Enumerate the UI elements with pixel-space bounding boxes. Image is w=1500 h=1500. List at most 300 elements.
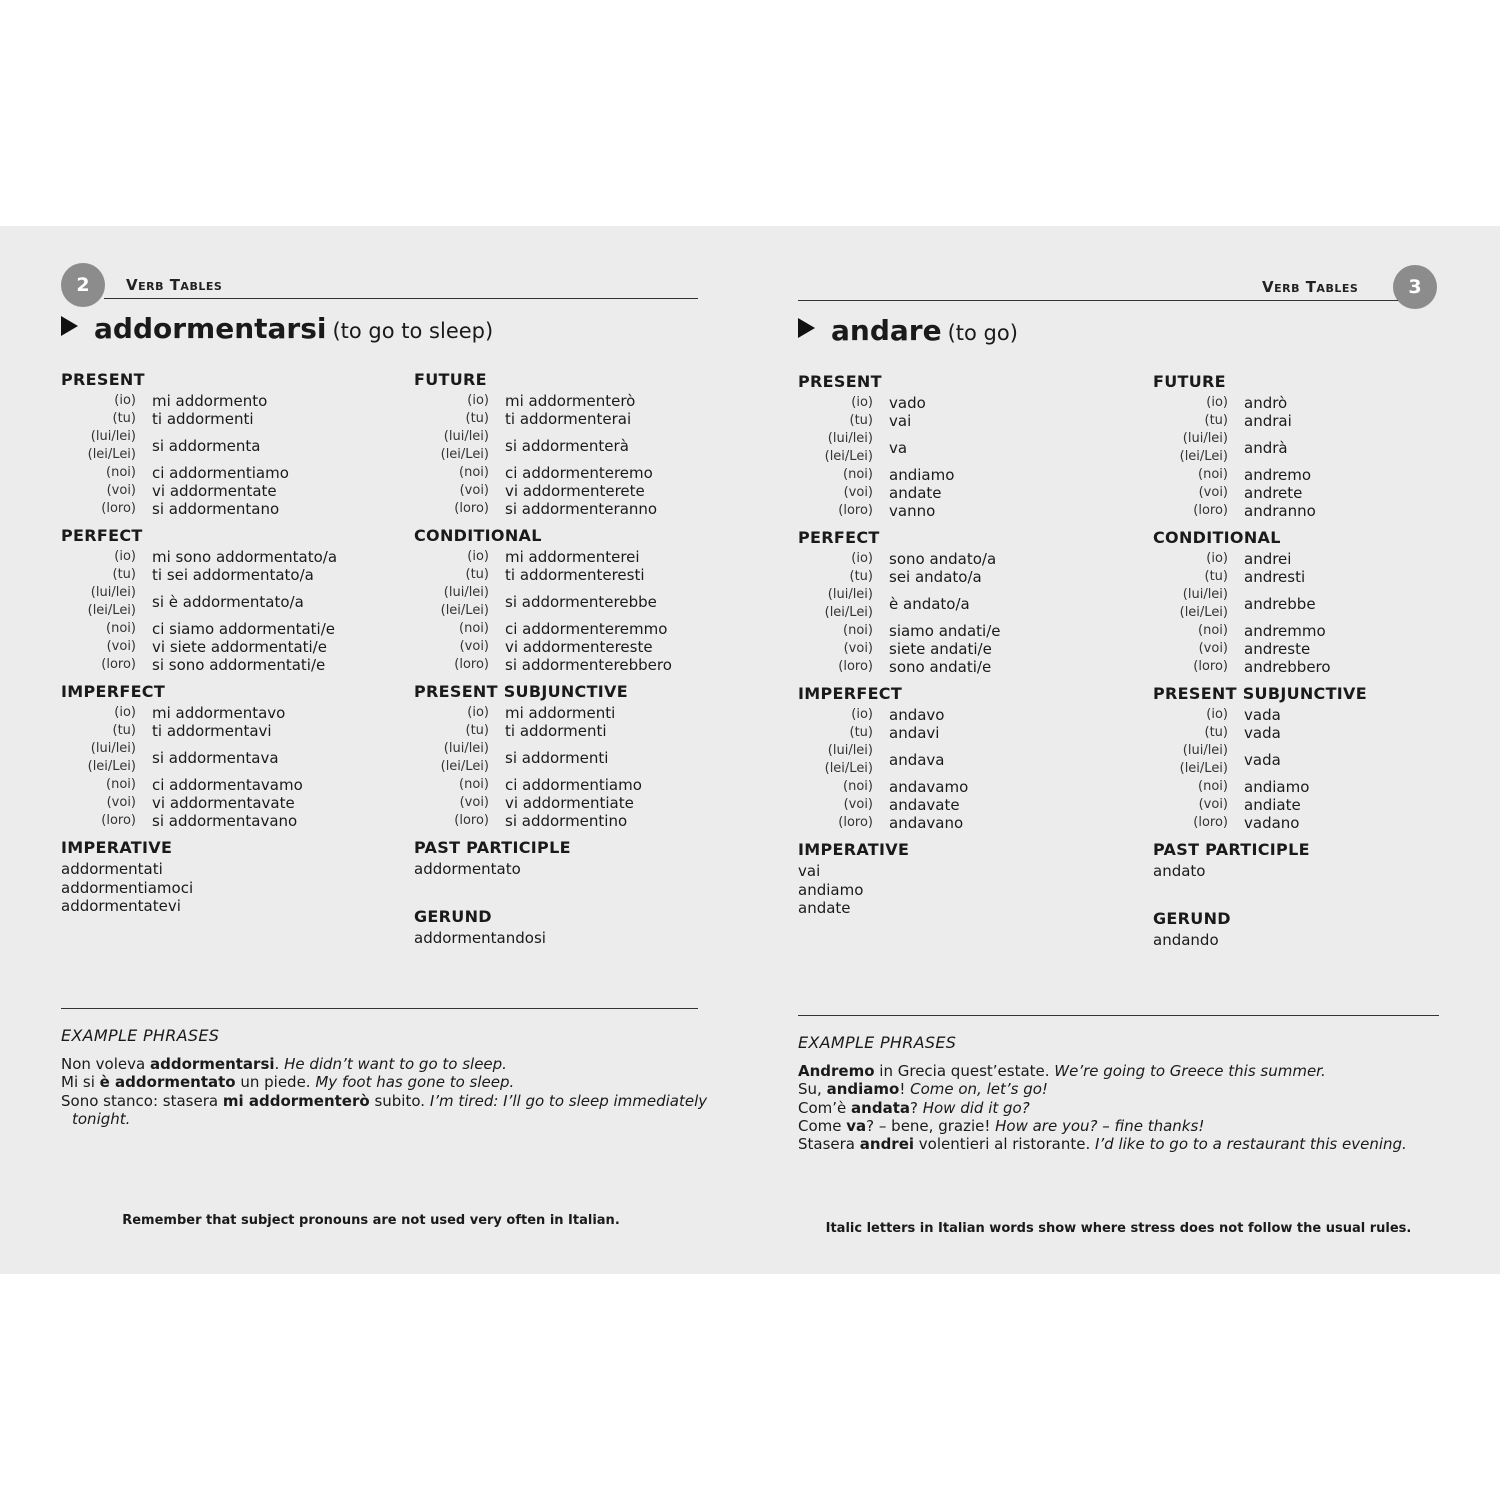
header-rule — [798, 300, 1398, 301]
example-line — [798, 1117, 1407, 1135]
verb-form: vi siete addormentati/e — [152, 638, 327, 656]
verb-form: vi addormentavate — [152, 794, 295, 812]
pronoun: (io) — [114, 393, 136, 408]
conjugation-row — [1153, 742, 1473, 778]
pronoun: (loro) — [1193, 659, 1228, 674]
example-translation: tonight. — [72, 1109, 131, 1128]
conjugation-row — [798, 430, 1118, 466]
conjugation-row — [414, 740, 734, 776]
tense-block — [798, 840, 1118, 918]
example-verb: è addormentato — [99, 1073, 236, 1092]
pronoun-line: (lui/lei) — [443, 429, 489, 444]
conjugation-row — [414, 392, 734, 410]
pronoun-line: (lui/lei) — [90, 585, 136, 600]
pronoun: (noi) — [1198, 623, 1228, 638]
verb-form: ci addormentiamo — [505, 776, 642, 794]
conjugation-row — [798, 394, 1118, 412]
conjugation-row — [1153, 658, 1473, 676]
verb-form: andavo — [889, 706, 945, 724]
verb-form: si addormenterebbero — [505, 656, 672, 674]
verb-form: andando — [1153, 930, 1219, 949]
conjugation-row — [61, 428, 381, 464]
verb-form: si sono addormentati/e — [152, 656, 326, 674]
conjugation-row — [798, 724, 1118, 742]
example-verb: Andremo — [798, 1062, 875, 1080]
example-translation: How did it go? — [922, 1098, 1030, 1117]
example-verb: andiamo — [826, 1080, 900, 1099]
verb-form: mi addormenti — [505, 704, 616, 722]
pronoun: (tu) — [1204, 569, 1228, 584]
pronoun: (io) — [467, 705, 489, 720]
pronoun: (io) — [1206, 551, 1228, 566]
tense-block — [1153, 372, 1473, 520]
pronoun: (loro) — [838, 815, 873, 830]
tense-block — [414, 526, 734, 674]
pronoun: (io) — [851, 395, 873, 410]
conjugation-row — [414, 566, 734, 584]
examples-rule — [61, 1008, 698, 1009]
tense-block — [1153, 528, 1473, 676]
tense-name: PRESENT — [61, 370, 145, 389]
verb-form: sono andato/a — [889, 550, 997, 568]
pronoun: (loro) — [101, 813, 136, 828]
conjugation-row — [61, 548, 381, 566]
verb-form: andrà — [1244, 439, 1288, 457]
verb-meaning: (to go) — [947, 321, 1018, 345]
example-translation: He didn’t want to go to sleep. — [284, 1055, 507, 1073]
tense-name: PRESENT — [798, 372, 882, 391]
pronoun: (voi) — [106, 483, 136, 498]
verb-form: vi addormentereste — [505, 638, 653, 656]
example-translation: How are you? – fine thanks! — [995, 1116, 1205, 1135]
verb-form: siete andati/e — [889, 640, 992, 658]
example-translation: We’re going to Greece this summer. — [1054, 1062, 1326, 1080]
verb-form: si addormentano — [152, 500, 280, 518]
pronoun: (noi) — [106, 465, 136, 480]
conjugation-row — [1153, 706, 1473, 724]
conjugation-row — [1153, 724, 1473, 742]
pronoun: (io) — [1206, 395, 1228, 410]
conjugation-row — [61, 584, 381, 620]
conjugation-row — [414, 464, 734, 482]
verb-form: si addormenta — [152, 437, 261, 455]
verb-form: è andato/a — [889, 595, 970, 613]
example-line — [61, 1055, 707, 1073]
conjugation-row — [798, 502, 1118, 520]
example-verb: andata — [851, 1098, 910, 1117]
verb-form: siamo andati/e — [889, 622, 1001, 640]
example-translation: Come on, let’s go! — [910, 1080, 1048, 1099]
verb-form: si addormentava — [152, 749, 279, 767]
pronoun — [414, 584, 505, 620]
page-number: 3 — [1393, 265, 1437, 309]
pronoun-line: (lei/Lei) — [440, 447, 489, 462]
pronoun: (voi) — [843, 641, 873, 656]
running-head: Verb Tables — [1262, 278, 1359, 296]
tense-column-left — [798, 372, 1118, 926]
pronoun-line: (lei/Lei) — [440, 603, 489, 618]
left-page — [0, 226, 750, 1274]
pronoun: (voi) — [106, 795, 136, 810]
pronoun-line: (lei/Lei) — [1179, 761, 1228, 776]
verb-form: vai — [798, 862, 821, 880]
conjugation-row — [1153, 394, 1473, 412]
tense-block — [798, 372, 1118, 520]
tense-block — [798, 684, 1118, 832]
pronoun: (io) — [1206, 707, 1228, 722]
conjugation-row — [61, 794, 381, 812]
tense-block — [1153, 909, 1473, 950]
verb-form: mi addormenterei — [505, 548, 640, 566]
pronoun — [1153, 586, 1244, 622]
tense-column-right — [1153, 372, 1473, 957]
pronoun: (tu) — [1204, 413, 1228, 428]
conjugation-row — [1153, 430, 1473, 466]
conjugation-row — [798, 484, 1118, 502]
verb-form: si addormentavano — [152, 812, 298, 830]
triangle-bullet-icon — [798, 318, 815, 338]
conjugation-row — [414, 428, 734, 464]
verb-form: si addormentino — [505, 812, 628, 830]
verb-form: vi addormentate — [152, 482, 277, 500]
verb-form: andrebbero — [1244, 658, 1331, 676]
example-phrases-heading: EXAMPLE PHRASES — [61, 1026, 220, 1045]
verb-form: vai — [889, 412, 912, 430]
verb-title — [798, 314, 1018, 347]
example-text: Stasera — [798, 1135, 860, 1154]
conjugation-row — [61, 812, 381, 830]
pronoun: (voi) — [843, 797, 873, 812]
verb-form: andrò — [1244, 394, 1288, 412]
conjugation-row — [61, 776, 381, 794]
conjugation-row — [414, 812, 734, 830]
conjugation-row — [1153, 814, 1473, 832]
conjugation-row — [1153, 502, 1473, 520]
pronoun: (loro) — [1193, 503, 1228, 518]
pronoun-line: (lei/Lei) — [824, 605, 873, 620]
tense-name: FUTURE — [1153, 372, 1226, 391]
triangle-bullet-icon — [61, 316, 78, 336]
verb-form: si addormenti — [505, 749, 609, 767]
verb-form: andavi — [889, 724, 940, 742]
verb-form: andresti — [1244, 568, 1306, 586]
verb-form: vada — [1244, 724, 1281, 742]
verb-form: andato — [1153, 862, 1206, 880]
verb-form: ci addormenteremmo — [505, 620, 668, 638]
pronoun: (noi) — [459, 777, 489, 792]
example-line — [61, 1092, 707, 1110]
pronoun-line: (lui/lei) — [443, 585, 489, 600]
tense-block — [414, 907, 734, 948]
conjugation-row — [798, 814, 1118, 832]
tense-name: PERFECT — [798, 528, 880, 547]
conjugation-row — [61, 740, 381, 776]
examples-rule — [798, 1015, 1439, 1016]
pronoun: (voi) — [843, 485, 873, 500]
pronoun-line: (lui/lei) — [1182, 587, 1228, 602]
tense-name: PERFECT — [61, 526, 143, 545]
conjugation-row — [414, 410, 734, 428]
tense-name: IMPERATIVE — [61, 838, 173, 857]
conjugation-row — [61, 482, 381, 500]
pronoun: (tu) — [465, 723, 489, 738]
pronoun — [798, 742, 889, 778]
conjugation-row — [414, 548, 734, 566]
pronoun: (noi) — [843, 779, 873, 794]
pronoun: (tu) — [849, 569, 873, 584]
example-text: ? — [909, 1098, 923, 1117]
tense-block — [414, 370, 734, 518]
tense-name: IMPERFECT — [798, 684, 903, 703]
verb-form: ci siamo addormentati/e — [152, 620, 335, 638]
pronoun: (tu) — [112, 567, 136, 582]
conjugation-row — [1153, 796, 1473, 814]
pronoun: (noi) — [843, 623, 873, 638]
tense-column-right — [414, 370, 734, 955]
pronoun — [61, 428, 152, 464]
example-line — [798, 1080, 1407, 1098]
pronoun: (noi) — [106, 777, 136, 792]
pronoun: (voi) — [459, 483, 489, 498]
pronoun: (noi) — [1198, 779, 1228, 794]
conjugation-row — [798, 622, 1118, 640]
conjugation-row — [1153, 640, 1473, 658]
example-translation: I’d like to go to a restaurant this evening. — [1094, 1135, 1407, 1154]
conjugation-row — [61, 500, 381, 518]
conjugation-row — [414, 722, 734, 740]
verb-form: ti sei addormentato/a — [152, 566, 314, 584]
pronoun: (voi) — [1198, 641, 1228, 656]
tense-name: PRESENT SUBJUNCTIVE — [414, 682, 628, 701]
tense-block — [1153, 840, 1473, 881]
pronoun: (loro) — [454, 657, 489, 672]
conjugation-row — [1153, 778, 1473, 796]
conjugation-row — [1153, 586, 1473, 622]
verb-form: vada — [1244, 706, 1281, 724]
pronoun: (voi) — [459, 795, 489, 810]
conjugation-row — [798, 742, 1118, 778]
conjugation-row — [798, 706, 1118, 724]
pronoun — [1153, 430, 1244, 466]
verb-form: ti addormentavi — [152, 722, 272, 740]
verb-form: vanno — [889, 502, 936, 520]
example-line — [798, 1062, 1407, 1080]
pronoun: (io) — [114, 549, 136, 564]
right-page — [750, 226, 1500, 1274]
verb-form: andrai — [1244, 412, 1292, 430]
tense-block — [61, 682, 381, 830]
verb-form: andiamo — [798, 880, 864, 899]
conjugation-row — [798, 412, 1118, 430]
example-text: ! — [899, 1080, 911, 1099]
pronoun: (loro) — [454, 813, 489, 828]
verb-form: andranno — [1244, 502, 1316, 520]
book-spread — [0, 226, 1500, 1274]
example-text: Com’è — [798, 1098, 852, 1117]
conjugation-row — [1153, 484, 1473, 502]
tense-name: PAST PARTICIPLE — [414, 838, 571, 857]
conjugation-row — [414, 620, 734, 638]
pronoun — [61, 584, 152, 620]
conjugation-row — [414, 482, 734, 500]
verb-form: va — [889, 439, 908, 457]
pronoun: (voi) — [1198, 797, 1228, 812]
pronoun-line: (lei/Lei) — [1179, 449, 1228, 464]
pronoun — [414, 740, 505, 776]
example-text: in Grecia quest’estate. — [874, 1062, 1055, 1080]
tense-column-left — [61, 370, 381, 924]
conjugation-row — [61, 722, 381, 740]
conjugation-row — [1153, 412, 1473, 430]
conjugation-row — [798, 658, 1118, 676]
example-translation: My foot has gone to sleep. — [315, 1073, 515, 1092]
example-text: . — [274, 1055, 285, 1073]
conjugation-row — [61, 392, 381, 410]
conjugation-row — [414, 794, 734, 812]
verb-form: mi sono addormentato/a — [152, 548, 338, 566]
conjugation-row — [414, 500, 734, 518]
verb-form: addormentato — [414, 860, 521, 878]
tense-block — [61, 526, 381, 674]
page-number: 2 — [61, 263, 105, 307]
conjugation-row — [798, 640, 1118, 658]
pronoun — [798, 430, 889, 466]
conjugation-row — [61, 410, 381, 428]
example-phrases — [798, 1062, 1407, 1153]
verb-form: ti addormenti — [152, 410, 254, 428]
tense-name: IMPERATIVE — [798, 840, 910, 859]
conjugation-row — [1153, 568, 1473, 586]
example-text: Mi si — [61, 1073, 100, 1092]
conjugation-row — [414, 638, 734, 656]
pronoun: (tu) — [465, 411, 489, 426]
pronoun: (voi) — [1198, 485, 1228, 500]
pronoun-line: (lui/lei) — [90, 429, 136, 444]
verb-form: ti addormenti — [505, 722, 607, 740]
verb-form: vi addormentiate — [505, 794, 634, 812]
verb-form: ti addormenterai — [505, 410, 632, 428]
verb-form: vado — [889, 394, 926, 412]
example-verb: mi addormenterò — [222, 1091, 370, 1110]
conjugation-row — [61, 464, 381, 482]
pronoun: (voi) — [106, 639, 136, 654]
tense-block — [1153, 684, 1473, 832]
pronoun: (noi) — [459, 621, 489, 636]
footer-note: Remember that subject pronouns are not used very often in Italian. — [122, 1213, 620, 1228]
pronoun-line: (lei/Lei) — [87, 447, 136, 462]
conjugation-row — [61, 620, 381, 638]
verb-form: andavate — [889, 796, 960, 814]
verb-form: andrei — [1244, 550, 1292, 568]
pronoun-line: (lei/Lei) — [824, 761, 873, 776]
conjugation-row — [798, 550, 1118, 568]
tense-block — [414, 682, 734, 830]
pronoun: (loro) — [1193, 815, 1228, 830]
verb-form: vi addormenterete — [505, 482, 645, 500]
example-verb: addormentarsi — [149, 1055, 275, 1073]
conjugation-row — [1153, 466, 1473, 484]
pronoun-line: (lei/Lei) — [440, 759, 489, 774]
tense-block — [414, 838, 734, 879]
verb-form: sei andato/a — [889, 568, 982, 586]
pronoun-line: (lui/lei) — [1182, 743, 1228, 758]
verb-form: mi addormentavo — [152, 704, 286, 722]
pronoun: (io) — [467, 393, 489, 408]
tense-name: CONDITIONAL — [1153, 528, 1281, 547]
pronoun: (noi) — [1198, 467, 1228, 482]
pronoun-line: (lui/lei) — [827, 743, 873, 758]
conjugation-row — [414, 776, 734, 794]
verb-form: mi addormenterò — [505, 392, 636, 410]
verb-form: vadano — [1244, 814, 1300, 832]
example-phrases — [61, 1055, 707, 1128]
verb-form: mi addormento — [152, 392, 268, 410]
verb-infinitive: addormentarsi — [94, 312, 327, 345]
example-line — [798, 1099, 1407, 1117]
pronoun: (tu) — [1204, 725, 1228, 740]
verb-infinitive: andare — [831, 314, 942, 347]
pronoun-line: (lui/lei) — [1182, 431, 1228, 446]
tense-name: FUTURE — [414, 370, 487, 389]
conjugation-row — [1153, 622, 1473, 640]
conjugation-row — [1153, 550, 1473, 568]
pronoun: (tu) — [112, 723, 136, 738]
verb-form: addormentati — [61, 860, 163, 878]
pronoun: (io) — [851, 551, 873, 566]
verb-form: addormentiamoci — [61, 878, 194, 897]
pronoun: (noi) — [459, 465, 489, 480]
verb-form: andremmo — [1244, 622, 1326, 640]
tense-name: GERUND — [414, 906, 492, 926]
verb-form: andavano — [889, 814, 964, 832]
tense-name: CONDITIONAL — [414, 526, 542, 545]
pronoun: (tu) — [465, 567, 489, 582]
pronoun: (loro) — [838, 503, 873, 518]
verb-form: andrete — [1244, 484, 1303, 502]
tense-name: IMPERFECT — [61, 682, 166, 701]
pronoun: (loro) — [101, 501, 136, 516]
pronoun-line: (lei/Lei) — [1179, 605, 1228, 620]
example-verb: va — [846, 1116, 867, 1135]
verb-form: ti addormenteresti — [505, 566, 645, 584]
verb-meaning: (to go to sleep) — [332, 319, 494, 343]
conjugation-row — [61, 656, 381, 674]
pronoun-line: (lui/lei) — [443, 741, 489, 756]
tense-block — [61, 838, 381, 916]
conjugation-row — [414, 704, 734, 722]
pronoun-line: (lui/lei) — [90, 741, 136, 756]
pronoun: (voi) — [459, 639, 489, 654]
example-phrases-heading: EXAMPLE PHRASES — [798, 1033, 957, 1052]
pronoun: (loro) — [101, 657, 136, 672]
pronoun-line: (lei/Lei) — [87, 603, 136, 618]
example-line — [61, 1110, 707, 1128]
verb-form: andrebbe — [1244, 595, 1316, 613]
verb-title — [61, 312, 493, 345]
verb-form: si addormenterà — [505, 437, 629, 455]
pronoun-line: (lui/lei) — [827, 431, 873, 446]
conjugation-row — [414, 584, 734, 620]
example-text: volentieri al ristorante. — [914, 1135, 1095, 1154]
conjugation-row — [798, 778, 1118, 796]
verb-form: si addormenterebbe — [505, 593, 657, 611]
verb-form: andava — [889, 751, 945, 769]
conjugation-row — [61, 704, 381, 722]
example-translation: I’m tired: I’ll go to sleep immediately — [429, 1091, 708, 1110]
verb-form: ci addormentiamo — [152, 464, 289, 482]
conjugation-row — [798, 568, 1118, 586]
conjugation-row — [61, 566, 381, 584]
